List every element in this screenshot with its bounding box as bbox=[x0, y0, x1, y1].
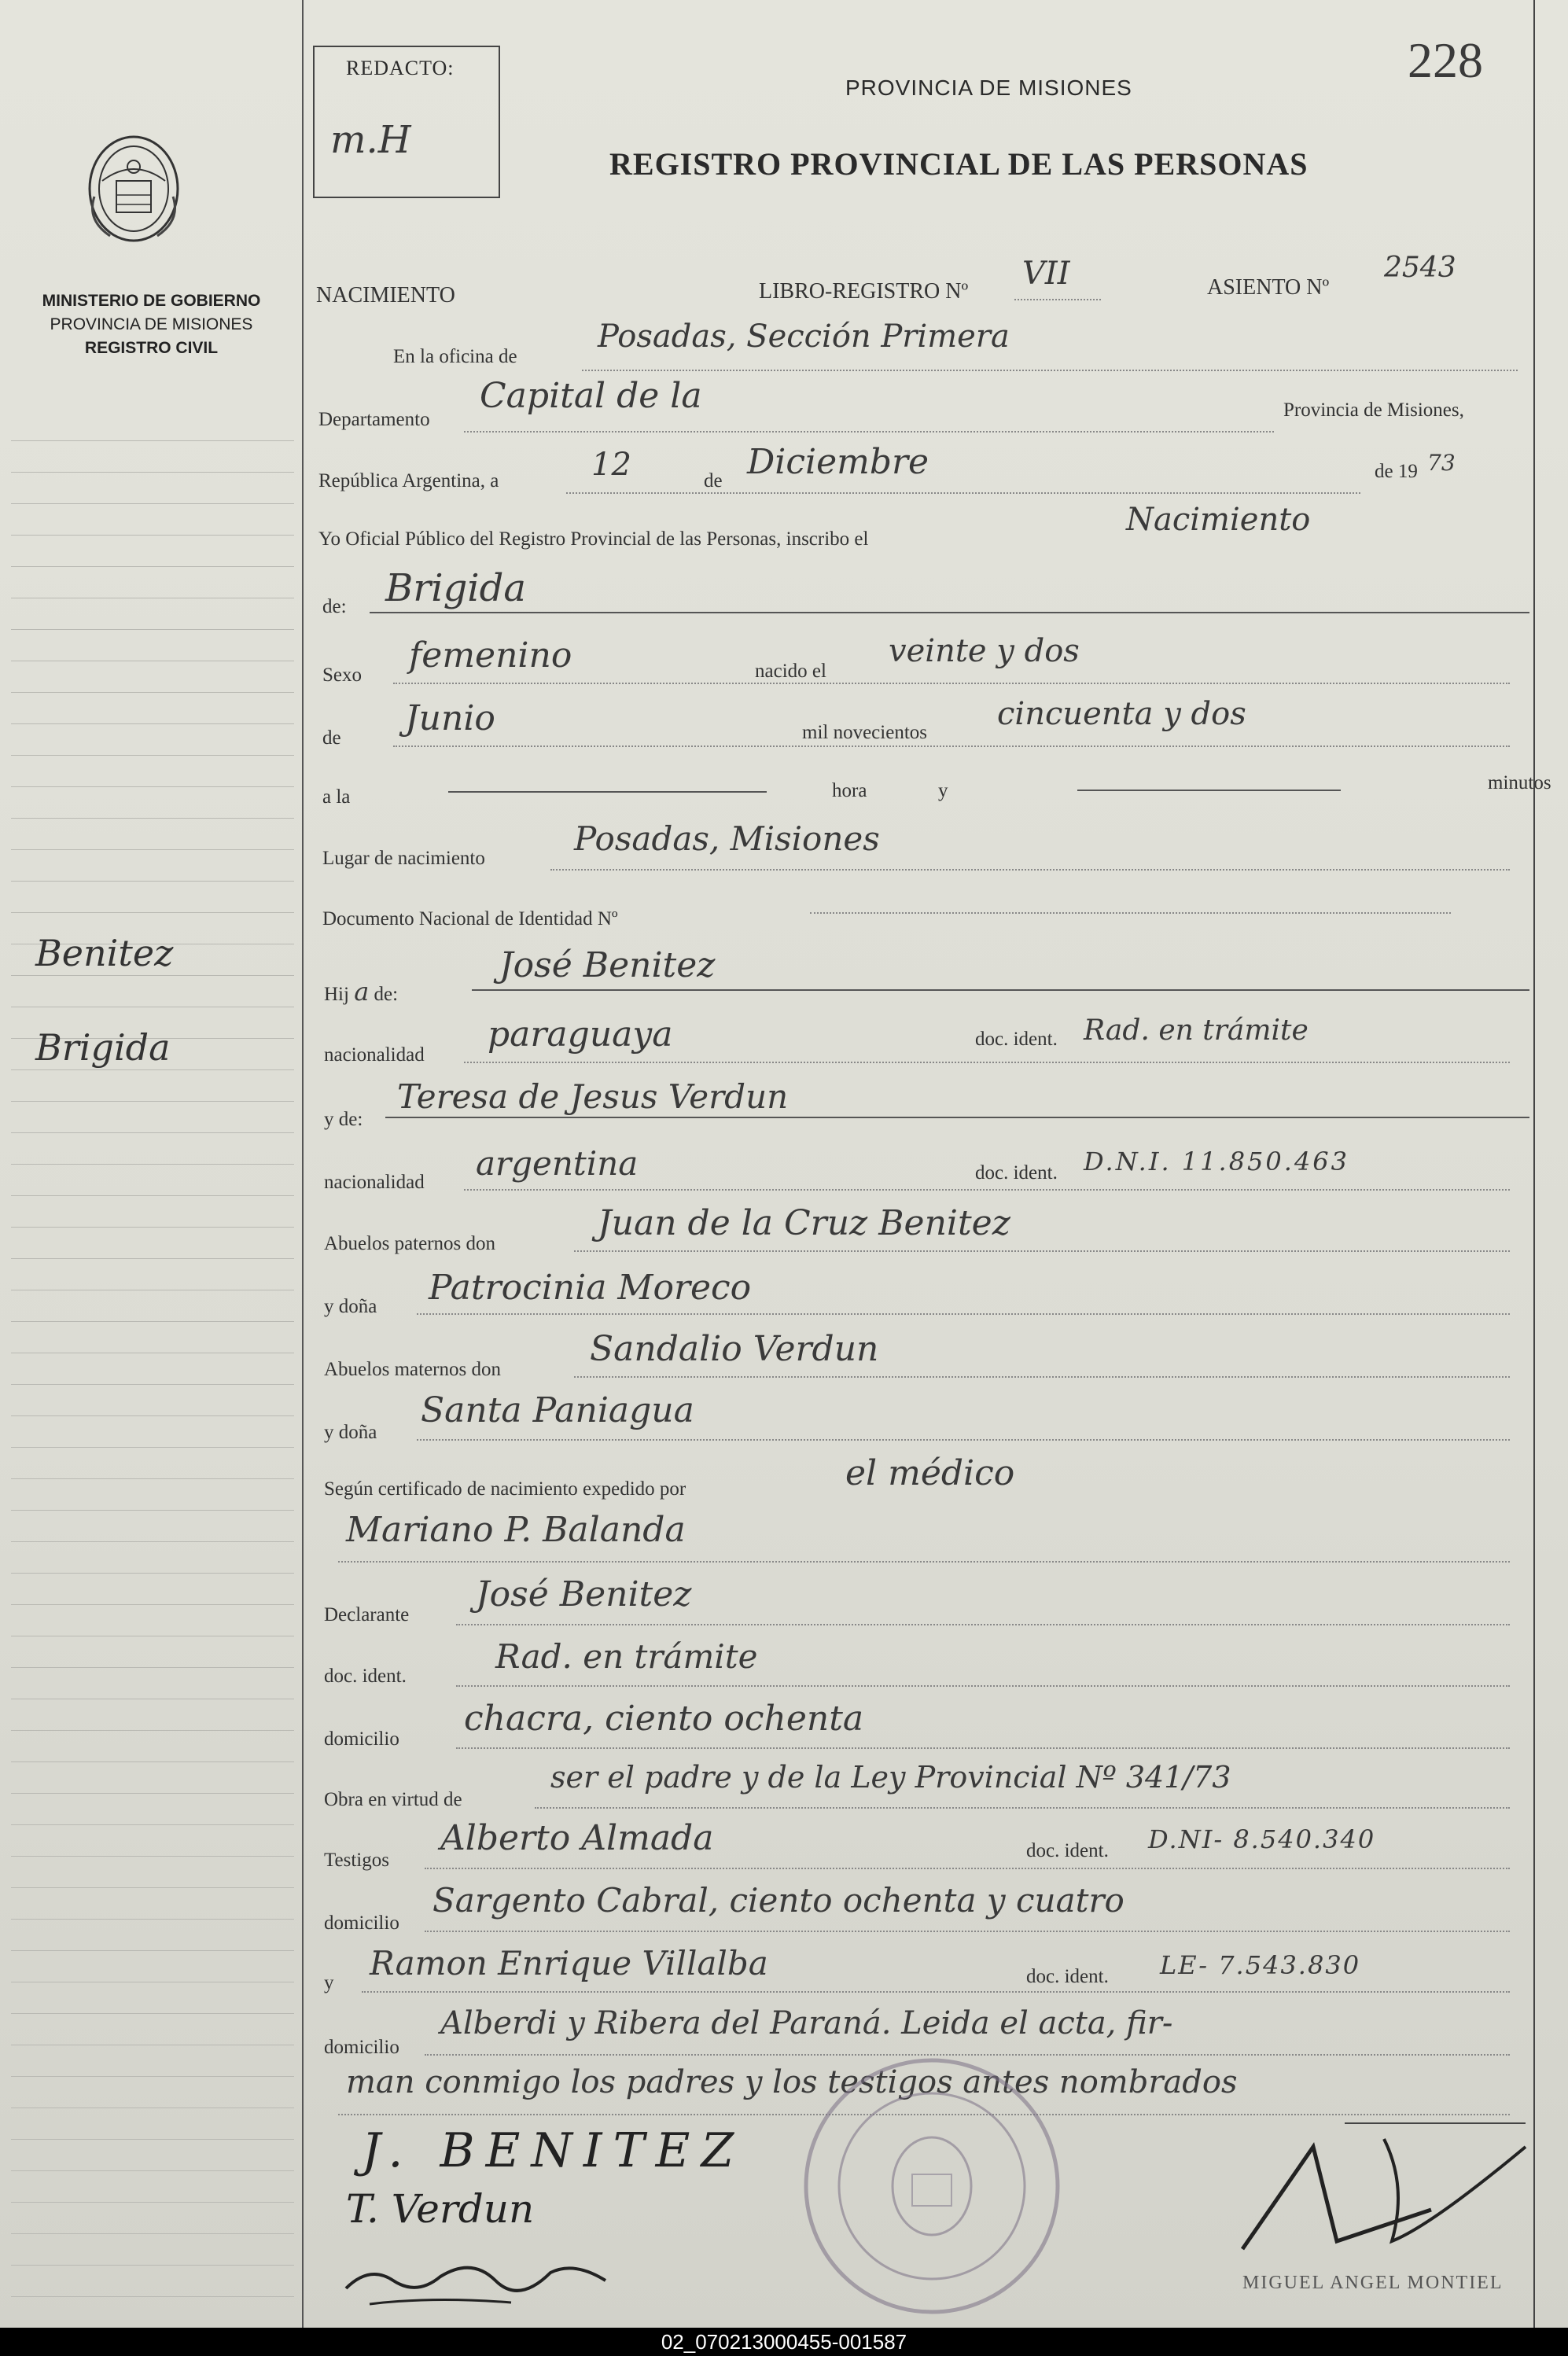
y-label: y bbox=[938, 780, 948, 801]
hija-label bbox=[324, 977, 398, 1007]
nacionalidad-madre-label: nacionalidad bbox=[324, 1172, 425, 1193]
nombre-label: de: bbox=[322, 596, 347, 617]
mes-nacimiento-value: Junio bbox=[405, 698, 495, 738]
certificado-line bbox=[338, 1561, 1510, 1563]
margin-ruled-line bbox=[11, 1258, 294, 1259]
official-stamp-icon bbox=[790, 2045, 1073, 2328]
margin-ruled-line bbox=[11, 2170, 294, 2171]
nacido-label: nacido el bbox=[755, 661, 826, 682]
abuela-materna-value: Santa Paniagua bbox=[421, 1390, 694, 1430]
margin-ruled-line bbox=[11, 1730, 294, 1731]
margin-ruled-line bbox=[11, 1069, 294, 1070]
domicilio-label: domicilio bbox=[324, 1728, 399, 1750]
margin-ruled-line bbox=[11, 912, 294, 913]
republica-label: República Argentina, a bbox=[318, 470, 499, 491]
doc-testigo-1-value: D.NI- 8.540.340 bbox=[1148, 1824, 1376, 1854]
doc-declarante-value: Rad. en trámite bbox=[495, 1637, 758, 1676]
doc-testigo-2-value: LE- 7.543.830 bbox=[1160, 1950, 1361, 1980]
testigo-2-line bbox=[362, 1991, 1510, 1993]
margin-ruled-line bbox=[11, 1164, 294, 1165]
domicilio-line bbox=[456, 1747, 1510, 1749]
margin-note-given-name: Brigida bbox=[35, 1026, 171, 1069]
margin-ruled-line bbox=[11, 1604, 294, 1605]
margin-ruled-line bbox=[11, 503, 294, 504]
mes-line bbox=[393, 745, 1510, 747]
stamp-name-text: MIGUEL ANGEL MONTIEL bbox=[1242, 2273, 1504, 2293]
right-border-line bbox=[1533, 0, 1535, 2328]
margin-ruled-line bbox=[11, 1919, 294, 1920]
asiento-value: 2543 bbox=[1384, 252, 1456, 284]
ministry-line-2: PROVINCIA DE MISIONES bbox=[50, 315, 253, 333]
declarante-value: José Benitez bbox=[476, 1574, 692, 1614]
de-mes-label: de bbox=[322, 727, 341, 749]
lugar-value: Posadas, Misiones bbox=[574, 819, 880, 858]
ala-label: a la bbox=[322, 786, 351, 808]
provincial-seal-icon bbox=[79, 126, 189, 252]
margin-ruled-line bbox=[11, 472, 294, 473]
domicilio-testigo-1-value: Sargento Cabral, ciento ochenta y cuatro bbox=[432, 1881, 1124, 1920]
nacionalidad-madre-line bbox=[464, 1189, 1510, 1191]
margin-ruled-line bbox=[11, 1824, 294, 1825]
margin-ruled-line bbox=[11, 1415, 294, 1416]
mil-value: cincuenta y dos bbox=[997, 696, 1246, 732]
madre-label: y de: bbox=[324, 1109, 363, 1130]
margin-ruled-line bbox=[11, 1761, 294, 1762]
nombre-line bbox=[370, 612, 1529, 613]
margin-ruled-line bbox=[11, 1478, 294, 1479]
margin-ruled-line bbox=[11, 755, 294, 756]
record-type: NACIMIENTO bbox=[316, 283, 455, 307]
signature-mother: T. Verdun bbox=[346, 2186, 535, 2232]
doc-padre-value: Rad. en trámite bbox=[1084, 1014, 1309, 1047]
anio-value: 73 bbox=[1427, 450, 1456, 476]
padre-line bbox=[472, 989, 1529, 991]
certificado-value: el médico bbox=[845, 1453, 1015, 1493]
testigo-1-line bbox=[425, 1868, 1510, 1869]
margin-ruled-line bbox=[11, 1132, 294, 1133]
declarante-line bbox=[456, 1624, 1510, 1625]
libro-line bbox=[1014, 299, 1101, 300]
footer-id-bar: 02_070213000455-001587 bbox=[0, 2328, 1568, 2356]
departamento-value: Capital de la bbox=[480, 376, 702, 416]
mil-label: mil novecientos bbox=[802, 722, 927, 743]
doc-testigo-2-label: doc. ident. bbox=[1026, 1966, 1109, 1987]
padre-value: José Benitez bbox=[499, 945, 716, 985]
obra-label: Obra en virtud de bbox=[324, 1789, 462, 1810]
nacionalidad-padre-line bbox=[464, 1062, 1510, 1063]
dia-value: 12 bbox=[591, 447, 631, 483]
oficial-text: Yo Oficial Público del Registro Provincial de las Personas, inscribo el bbox=[318, 528, 869, 550]
doc-declarante-label: doc. ident. bbox=[324, 1666, 407, 1687]
libro-label: LIBRO-REGISTRO Nº bbox=[759, 279, 969, 304]
margin-ruled-line bbox=[11, 975, 294, 976]
doc-padre-label: doc. ident. bbox=[975, 1029, 1058, 1050]
minutos-label: minutos bbox=[1488, 772, 1551, 793]
margin-ruled-line bbox=[11, 849, 294, 850]
hija-de: de: bbox=[374, 984, 399, 1005]
margin-ruled-line bbox=[11, 1384, 294, 1385]
margin-ruled-line bbox=[11, 1950, 294, 1951]
margin-ruled-line bbox=[11, 2202, 294, 2203]
abuelos-paternos-label: Abuelos paternos don bbox=[324, 1233, 496, 1254]
redacto-label: REDACTO: bbox=[346, 57, 455, 79]
margin-ruled-line bbox=[11, 440, 294, 441]
redacto-box bbox=[313, 46, 500, 198]
margin-ruled-line bbox=[11, 723, 294, 724]
domicilio-testigo-1-line bbox=[425, 1931, 1510, 1932]
obra-value: ser el padre y de la Ley Provincial Nº 341/73 bbox=[550, 1760, 1231, 1795]
margin-ruled-line bbox=[11, 1887, 294, 1888]
margin-ruled-line bbox=[11, 1667, 294, 1668]
margin-ruled-line bbox=[11, 881, 294, 882]
margin-ruled-line bbox=[11, 1541, 294, 1542]
margin-ruled-line bbox=[11, 1101, 294, 1102]
margin-ruled-line bbox=[11, 2233, 294, 2234]
nacionalidad-padre-label: nacionalidad bbox=[324, 1044, 425, 1066]
signature-father: J. BENITEZ bbox=[362, 2123, 745, 2178]
nombre-value: Brigida bbox=[385, 566, 526, 610]
doc-madre-value: D.N.I. 11.850.463 bbox=[1084, 1147, 1350, 1176]
redacto-initials: m.H bbox=[330, 118, 411, 162]
nacionalidad-padre-value: paraguaya bbox=[488, 1014, 673, 1055]
nacionalidad-madre-value: argentina bbox=[476, 1144, 639, 1183]
header-province: PROVINCIA DE MISIONES bbox=[845, 75, 1132, 100]
margin-ruled-line bbox=[11, 1447, 294, 1448]
margin-ruled-line bbox=[11, 1510, 294, 1511]
abuelos-maternos-label: Abuelos maternos don bbox=[324, 1359, 501, 1380]
abuela-paterna-label: y doña bbox=[324, 1296, 377, 1317]
margin-ruled-line bbox=[11, 2076, 294, 2077]
margin-ruled-line bbox=[11, 2265, 294, 2266]
oficina-line bbox=[582, 370, 1518, 371]
doc-declarante-line bbox=[456, 1685, 1510, 1687]
mes-de-label: de bbox=[704, 470, 723, 491]
signature-official-icon bbox=[1227, 2092, 1533, 2281]
margin-note-surname: Benitez bbox=[35, 932, 174, 974]
margin-ruled-line bbox=[11, 1856, 294, 1857]
ministry-line-3: REGISTRO CIVIL bbox=[84, 339, 219, 357]
obra-line bbox=[535, 1807, 1510, 1809]
nacido-value: veinte y dos bbox=[889, 633, 1080, 669]
asiento-label: ASIENTO Nº bbox=[1207, 275, 1330, 300]
doc-madre-label: doc. ident. bbox=[975, 1162, 1058, 1184]
testigo-2-y-label: y bbox=[324, 1972, 334, 1993]
margin-ruled-line bbox=[11, 692, 294, 693]
hija-gender-suffix: a bbox=[354, 977, 370, 1007]
madre-line bbox=[385, 1117, 1529, 1118]
provincia-text: Provincia de Misiones, bbox=[1283, 399, 1464, 421]
abuela-paterna-line bbox=[417, 1313, 1510, 1315]
margin-ruled-line bbox=[11, 2296, 294, 2297]
madre-value: Teresa de Jesus Verdun bbox=[397, 1077, 789, 1116]
margin-ruled-line bbox=[11, 535, 294, 536]
folio-number: 228 bbox=[1408, 32, 1483, 88]
signature-witness-scribble-icon bbox=[338, 2233, 621, 2320]
abuelos-paternos-line bbox=[574, 1250, 1510, 1252]
abuela-materna-label: y doña bbox=[324, 1422, 377, 1443]
dni-line bbox=[810, 912, 1451, 914]
minutos-line bbox=[1077, 790, 1341, 791]
ministry-heading bbox=[0, 289, 303, 360]
domicilio-testigo-2-label: domicilio bbox=[324, 2037, 399, 2058]
margin-ruled-line bbox=[11, 818, 294, 819]
margin-ruled-line bbox=[11, 1227, 294, 1228]
testigo-1-value: Alberto Almada bbox=[440, 1818, 714, 1858]
testigo-2-value: Ramon Enrique Villalba bbox=[370, 1944, 768, 1982]
margin-ruled-line bbox=[11, 1321, 294, 1322]
closing-text: man conmigo los padres y los testigos antes nombrados bbox=[346, 2064, 1238, 2100]
margin-ruled-line bbox=[11, 629, 294, 630]
hora-line bbox=[448, 791, 767, 793]
abuelos-paternos-value: Juan de la Cruz Benitez bbox=[598, 1203, 1010, 1243]
hora-label: hora bbox=[832, 780, 867, 801]
oficina-value: Posadas, Sección Primera bbox=[598, 318, 1010, 355]
departamento-line bbox=[464, 431, 1274, 433]
abuelos-maternos-line bbox=[574, 1376, 1510, 1378]
certificado-label: Según certificado de nacimiento expedido por bbox=[324, 1478, 686, 1500]
margin-ruled-line bbox=[11, 1195, 294, 1196]
declarante-label: Declarante bbox=[324, 1604, 410, 1625]
sexo-label: Sexo bbox=[322, 664, 362, 686]
abuelos-maternos-value: Sandalio Verdun bbox=[590, 1329, 879, 1369]
margin-ruled-line bbox=[11, 2139, 294, 2140]
sexo-value: femenino bbox=[409, 635, 572, 676]
ministry-line-1: MINISTERIO DE GOBIERNO bbox=[42, 292, 261, 310]
hija-prefix: Hij bbox=[324, 984, 349, 1005]
oficina-label: En la oficina de bbox=[393, 346, 517, 367]
mes-value: Diciembre bbox=[747, 442, 929, 482]
domicilio-testigo-2-value: Alberdi y Ribera del Paraná. Leida el acta, fir- bbox=[440, 2005, 1173, 2041]
fecha-line bbox=[566, 492, 1360, 494]
anio-label: de 19 bbox=[1375, 461, 1418, 482]
lugar-line bbox=[550, 869, 1510, 871]
testigos-label: Testigos bbox=[324, 1850, 389, 1871]
abuela-paterna-value: Patrocinia Moreco bbox=[429, 1268, 752, 1308]
domicilio-testigo-1-label: domicilio bbox=[324, 1912, 399, 1934]
libro-value: VII bbox=[1022, 256, 1070, 292]
header-title: REGISTRO PROVINCIAL DE LAS PERSONAS bbox=[609, 146, 1309, 182]
margin-ruled-line bbox=[11, 566, 294, 567]
margin-ruled-line bbox=[11, 1573, 294, 1574]
doc-testigo-1-label: doc. ident. bbox=[1026, 1840, 1109, 1861]
margin-ruled-line bbox=[11, 1793, 294, 1794]
margin-ruled-line bbox=[11, 786, 294, 787]
dni-label: Documento Nacional de Identidad Nº bbox=[322, 908, 618, 930]
oficial-value: Nacimiento bbox=[1126, 502, 1311, 538]
sexo-line bbox=[393, 683, 1510, 684]
domicilio-value: chacra, ciento ochenta bbox=[464, 1699, 864, 1739]
lugar-label: Lugar de nacimiento bbox=[322, 848, 485, 869]
abuela-materna-line bbox=[417, 1439, 1510, 1441]
certificado-medico-value: Mariano P. Balanda bbox=[346, 1510, 686, 1550]
margin-ruled-line bbox=[11, 2013, 294, 2014]
departamento-label: Departamento bbox=[318, 409, 430, 430]
